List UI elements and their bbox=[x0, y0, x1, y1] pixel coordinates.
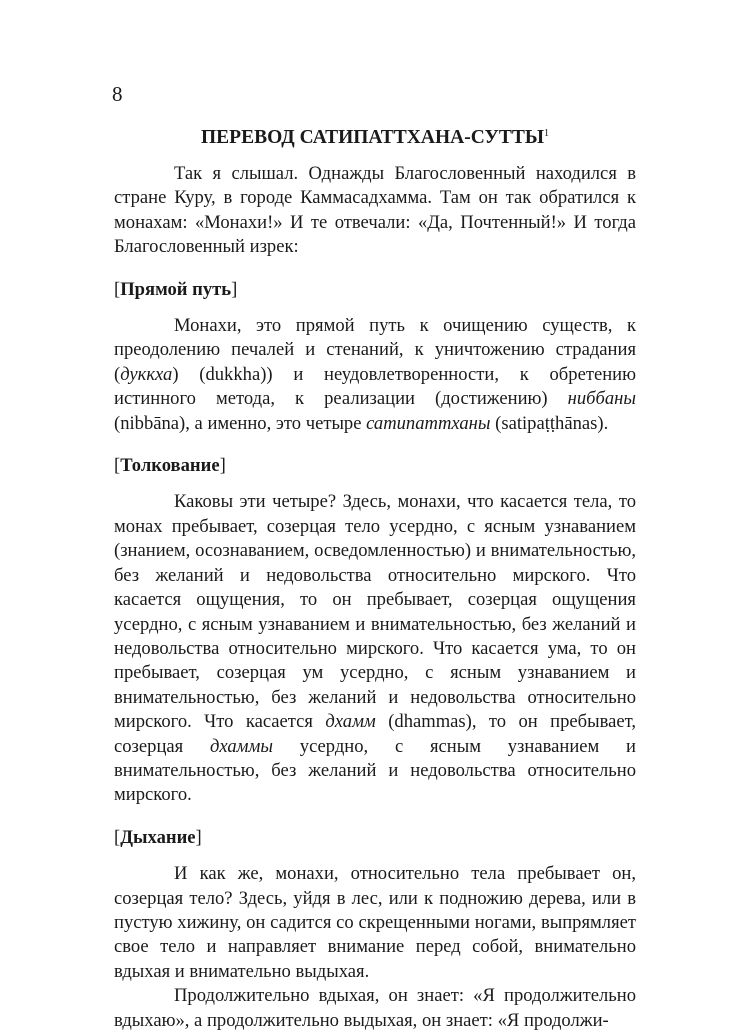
section-heading-text: Толкование bbox=[120, 455, 220, 477]
paragraph bbox=[114, 490, 636, 807]
text-run: (nibbāna), а именно, это четыре bbox=[114, 412, 367, 434]
section-heading-interpretation: [Толкование] bbox=[114, 455, 226, 477]
intro-paragraph: Так я слышал. Однажды Благословенный находился в стране Куру, в городе Каммасадхамма. Там он так обратился к монахам: «Монахи!» И те отвечали: «Да, Почтенный!» И тогда Благословенный изрек: bbox=[114, 163, 636, 258]
text-run: ) (dukkha)) и неудовлетворенности, к обретению истинного метода, к реализации (достижению) bbox=[114, 363, 636, 410]
italic-term: дуккха bbox=[120, 363, 173, 385]
text-run: Каковы эти четыре? Здесь, монахи, что касается тела, то монах пребывает, созерцая тело усердно, с ясным узнаванием (знанием, осознаванием, осведомленностью) и внимательностью, без желаний и недовольства относительно мирского. Что касается ощущения, то он пребывает, созерцая ощущения усердно, с ясным узнаванием и внимательностью, без желаний и недовольства относительно мирского. Что касается ума, то он пребывает, созерцая ум усердно, с ясным узнаванием и внимательностью, без желаний и недовольства относительно мирского. Что касается bbox=[114, 491, 636, 733]
text-run: Монахи, это прямой путь к очищению существ, к преодолению печалей и стенаний, к уничтожению страдания ( bbox=[114, 315, 636, 385]
text-run: (satipaṭṭhānas). bbox=[490, 412, 609, 434]
page-body bbox=[114, 122, 636, 1033]
italic-term: ниббаны bbox=[567, 388, 636, 410]
italic-term: сатипаттханы bbox=[366, 412, 491, 434]
footnote-marker: 1 bbox=[544, 128, 549, 139]
section-heading-text: Дыхание bbox=[120, 826, 196, 848]
chapter-title bbox=[114, 122, 636, 150]
paragraph: Продолжительно вдыхая, он знает: «Я продолжительно вдыхаю», а продолжительно выдыхая, он знает: «Я продолжи- bbox=[114, 985, 636, 1031]
text-run: усердно, с ясным узнаванием и внимательностью, без желаний и недовольства относительно мирского. bbox=[114, 735, 636, 806]
italic-term: дхамм bbox=[325, 711, 376, 733]
italic-term: дхаммы bbox=[209, 735, 274, 757]
paragraph: И как же, монахи, относительно тела пребывает он, созерцая тело? Здесь, уйдя в лес, или к подножию дерева, или в пустую хижину, он садится со скрещенными ногами, выпрямляет свое тело и направляет внимание перед собой, внимательно вдыхая и внимательно выдыхая. bbox=[114, 863, 636, 982]
section-heading-text: Прямой путь bbox=[120, 278, 232, 300]
section-heading-direct-path: [Прямой путь] bbox=[114, 278, 238, 300]
page-number: 8 bbox=[112, 82, 123, 106]
paragraph bbox=[114, 314, 636, 436]
text-run: (dhammas), то он пребывает, созерцая bbox=[114, 711, 636, 757]
section-heading-breathing: [Дыхание] bbox=[114, 826, 202, 848]
chapter-title-text: ПЕРЕВОД САТИПАТТХАНА-СУТТЫ bbox=[201, 127, 544, 148]
